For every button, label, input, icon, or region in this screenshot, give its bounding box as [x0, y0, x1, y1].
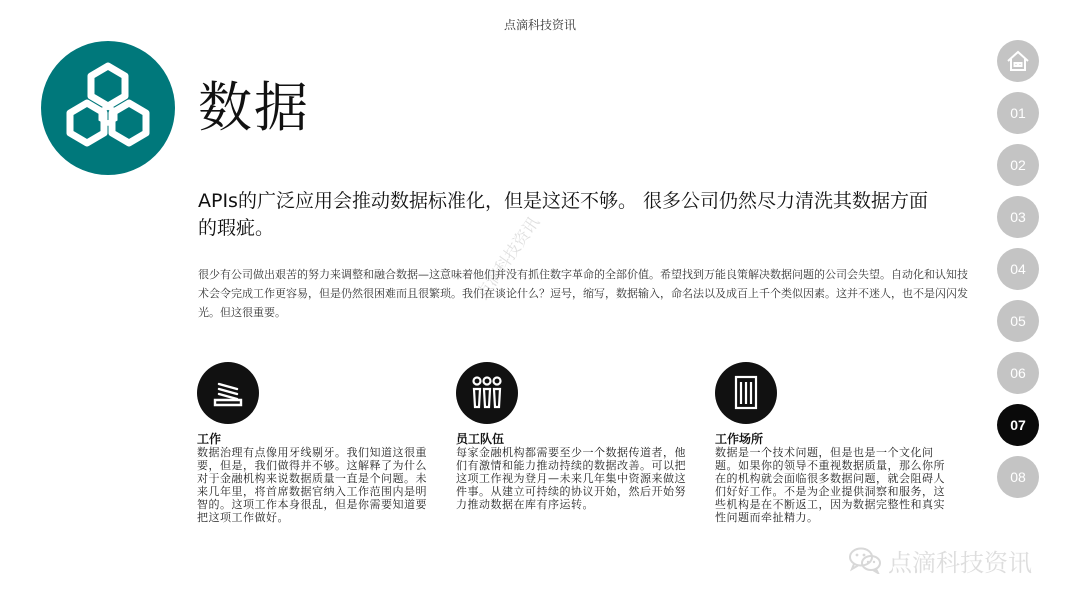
- home-icon: [997, 40, 1039, 82]
- feature-workplace-title: 工作场所: [715, 432, 764, 446]
- layers-stack-icon: [197, 362, 259, 424]
- nav-item-01[interactable]: 01: [997, 92, 1039, 134]
- feature-work-icon-circle: [197, 362, 259, 424]
- nav-item-03[interactable]: 03: [997, 196, 1039, 238]
- nav-item-02[interactable]: 02: [997, 144, 1039, 186]
- feature-workplace-icon-circle: [715, 362, 777, 424]
- feature-workforce-icon-circle: [456, 362, 518, 424]
- page-title: 数据: [198, 76, 310, 139]
- feature-workforce: [456, 362, 696, 511]
- nav-home-button[interactable]: [997, 40, 1039, 82]
- nav-item-05[interactable]: 05: [997, 300, 1039, 342]
- feature-workforce-title: 员工队伍: [456, 432, 505, 446]
- body-paragraph: 很少有公司做出艰苦的努力来调整和融合数据—这意味着他们并没有抓住数字革命的全部价值。希望找到万能良策解决数据问题的公司会失望。自动化和认知技术会令完成工作更容易，但是仍然很困难而且很繁琐。我们在谈论什么？逗号，缩写，数据输入，命名法以及成百上千个类似因素。这并不迷人，也不是闪闪发光。但这很重要。: [198, 268, 968, 319]
- footer-brand: [848, 546, 1032, 577]
- feature-workplace: [715, 362, 955, 524]
- feature-work: [197, 362, 437, 524]
- wechat-icon: [848, 546, 882, 574]
- team-people-icon: [456, 362, 518, 424]
- nav-item-08[interactable]: 08: [997, 456, 1039, 498]
- diagonal-watermark: 点滴科技资讯: [472, 213, 544, 303]
- nav-item-06[interactable]: 06: [997, 352, 1039, 394]
- lead-paragraph: APIs的广泛应用会推动数据标准化，但是这还不够。 很多公司仍然尽力清洗其数据方面的瑕疵。: [198, 190, 928, 239]
- feature-workplace-text: 数据是一个技术问题，但是也是一个文化问题。如果你的领导不重视数据质量，那么你所在的机构就会面临很多数据问题，就会阻碍人们好好工作。不是为企业提供洞察和服务，这些机构是在不断返工，因为数据完整性和真实性问题而牵扯精力。: [715, 446, 945, 524]
- nav-item-07[interactable]: 07: [997, 404, 1039, 446]
- top-title: 点滴科技资讯: [503, 18, 576, 32]
- hero-icon-circle: [41, 41, 175, 175]
- feature-work-title: 工作: [197, 432, 222, 446]
- office-building-icon: [715, 362, 777, 424]
- feature-work-text: 数据治理有点像用牙线剔牙。我们知道这很重要，但是，我们做得并不够。这解释了为什么对于金融机构来说数据质量一直是个问题。未来几年里，将首席数据官纳入工作范围内是明智的。这项工作本身很乱，但是你需要知道要把这项工作做好。: [197, 446, 427, 524]
- hexagon-cluster-icon: [41, 41, 175, 175]
- feature-workforce-text: 每家金融机构都需要至少一个数据传道者，他们有激情和能力推动持续的数据改善。可以把这项工作视为登月—未来几年集中资源来做这件事。从建立可持续的协议开始，然后开始努力推动数据在库有序运转。: [456, 446, 686, 511]
- footer-brand-text: 点滴科技资讯: [888, 548, 1032, 577]
- nav-item-04[interactable]: 04: [997, 248, 1039, 290]
